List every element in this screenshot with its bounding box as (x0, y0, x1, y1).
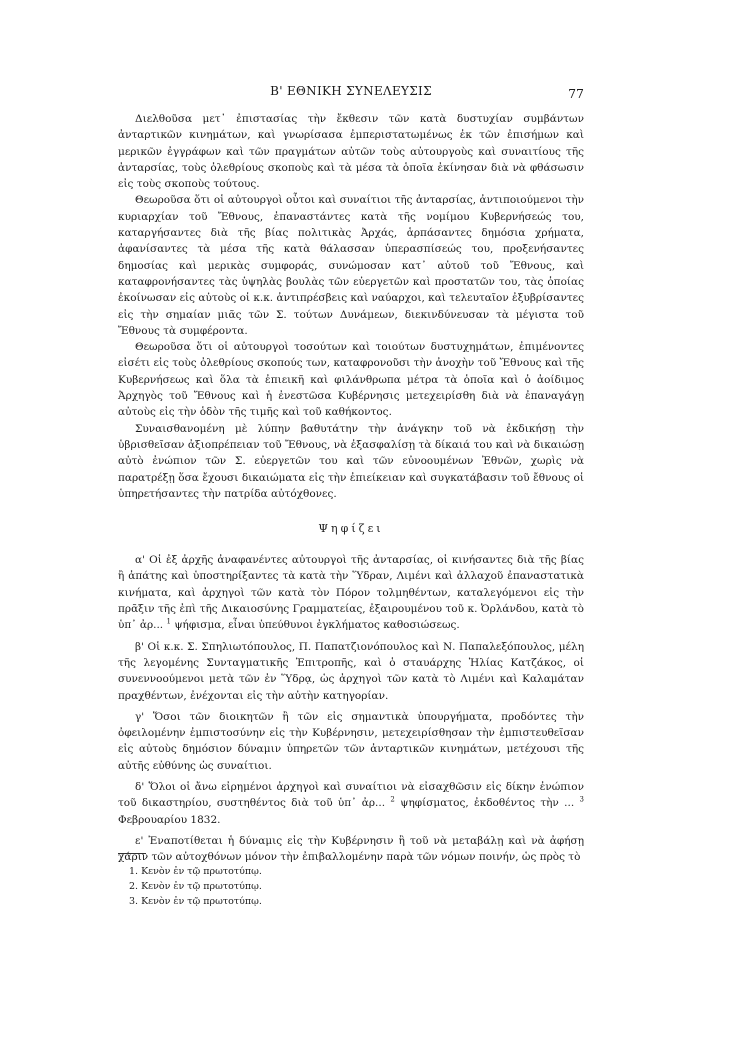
footnote-ref: 3 (579, 795, 584, 804)
preamble-paragraph: Θεωροῦσα ὅτι οἱ αὐτουργοὶ τοσούτων καὶ τοιούτων δυστυχημάτων, ἐπιμένοντες εἰσέτι εἰς τοὺς ὀλεθρίους σκοπούς των, καταφρονοῦσι τὴν ἀνοχὴν τοῦ Ἔθνους καὶ τῆς Κυβερνήσεως καὶ ὅλα τὰ ἐπιεικῆ καὶ φιλάνθρωπα μέτρα τὰ ὁποῖα καὶ ὁ ἀοίδιμος Ἀρχηγὸς τοῦ Ἔθνους καὶ ἡ ἐνεστῶσα Κυβέρνησις μετεχειρίσθη διὰ νὰ ἐπαναγάγῃ αὐτοὺς εἰς τὴν ὁδὸν τῆς τιμῆς καὶ τοῦ καθήκοντος. (118, 341, 584, 419)
footnote-1: 1. Κενὸν ἐν τῷ πρωτοτύπῳ. (129, 866, 262, 877)
article-delta (118, 779, 584, 828)
article-number: α' (135, 554, 145, 567)
preamble-paragraph: Συναισθανομένη μὲ λύπην βαθυτάτην τὴν ἀνάγκην τοῦ νὰ ἐκδικήσῃ τὴν ὑβρισθεῖσαν ἀξιοπρέπειαν τοῦ Ἔθνους, νὰ ἐξασφαλίσῃ τὰ δίκαιά του καὶ νὰ δικαιώσῃ αὐτὸ ἐνώπιον τῶν Σ. εὐεργετῶν του καὶ τῶν εὐνοουμένων Ἐθνῶν, χωρὶς νὰ παρατρέξῃ ὅσα ἔχουσι δικαιώματα εἰς τὴν ἐπιείκειαν καὶ συγκατάβασιν τοῦ ἔθνους οἱ ὑπηρετήσαντες τὴν πατρίδα αὐτόχθονες. (118, 422, 584, 500)
article-number: γ' (135, 710, 145, 723)
article-text: Οἱ ἐξ ἀρχῆς ἀναφανέντες αὐτουργοὶ τῆς ἀνταρσίας, οἱ κινήσαντες διὰ τῆς βίας ἢ ἀπάτης καὶ ὑποστηρίξαντες τὰ κατὰ τὴν Ὕδραν, Λιμένι καὶ ἀλλαχοῦ ἐπαναστατικὰ κινήματα, καὶ ἀρχηγοὶ τῶν κατὰ τὸν Πόρον τολμηθέντων, καταλεγόμενοι εἰς τὴν πρᾶξιν τῆς ἐπὶ τῆς Δικαιοσύνης Γραμματείας, ἐξαιρουμένου τοῦ κ. Ὀρλάνδου, κατὰ τὸ ὑπ᾽ ἀρ... (118, 554, 584, 632)
footnote-separator (118, 853, 146, 854)
footnote-3: 3. Κενὸν ἐν τῷ πρωτοτύπῳ. (129, 896, 262, 907)
article-text-continued: Φεβρουαρίου 1832. (118, 813, 221, 826)
article-number: β' (135, 640, 144, 653)
document-body (118, 111, 584, 865)
article-text: Ὅσοι τῶν διοικητῶν ἢ τῶν εἰς σημαντικὰ ὑπουργήματα, προδόντες τὴν ὀφειλομένην ἐμπιστοσύνην εἰς τὴν Κυβέρνησιν, μετεχειρίσθησαν τὴν ἐμπιστευθεῖσαν εἰς αὐτοὺς δημόσιον δύναμιν ὑπηρετῶν τῶν ἀνταρτικῶν κινημάτων, μετέχουσι τῆς αὐτῆς εὐθύνης ὡς συναίτιοι. (118, 710, 585, 772)
article-number: δ' (135, 780, 145, 793)
page-header (118, 84, 584, 104)
article-epsilon (118, 833, 584, 866)
page-number: 77 (568, 86, 584, 101)
footnote-ref: 2 (390, 795, 395, 804)
article-number: ε' (135, 834, 144, 847)
running-title: Β' ΕΘΝΙΚΗ ΣΥΝΕΛΕΥΣΙΣ (270, 84, 432, 98)
article-alpha (118, 552, 584, 633)
decree-heading: Ψηφίζει (318, 522, 384, 536)
article-text-middle: ψηφίσματος, ἐκδοθέντος τὴν ... (400, 797, 575, 810)
article-text-continued: ψήφισμα, εἶναι ὑπεύθυνοι ἐγκλήματος καθοσιώσεως. (174, 619, 460, 632)
footnotes (118, 864, 518, 909)
footnote-2: 2. Κενὸν ἐν τῷ πρωτοτύπῳ. (129, 881, 262, 892)
footnote-ref: 1 (166, 617, 171, 626)
article-gamma (118, 709, 584, 774)
preamble-paragraph: Θεωροῦσα ὅτι οἱ αὐτουργοὶ οὗτοι καὶ συναίτιοι τῆς ἀνταρσίας, ἀντιποιούμενοι τὴν κυριαρχίαν τοῦ Ἔθνους, ἐπαναστάντες κατὰ τῆς νομίμου Κυβερνήσεώς του, καταργήσαντες διὰ τῆς βίας πολιτικὰς Ἀρχάς, ἁρπάσαντες δημόσια χρήματα, ἀφανίσαντες τὰ μέσα τῆς κατὰ θάλασσαν ὑπερασπίσεώς του, προξενήσαντες δημοσίας καὶ μερικὰς συμφοράς, συνώμοσαν κατ᾽ αὐτοῦ τοῦ Ἔθνους, καὶ καταφρονήσαντες τὰς ὑψηλὰς βουλὰς τῶν εὐεργετῶν καὶ προστατῶν του, τὰς ὁποίας ἐκοίνωσαν εἰς αὐτοὺς οἱ κ.κ. ἀντιπρέσβεις καὶ ναύαρχοι, καὶ τελευταῖον ἐξυβρίσαντες εἰς τὴν σημαίαν μιᾶς τῶν Σ. τούτων Δυνάμεων, διεκινδύνευσαν τὰ μέγιστα τοῦ Ἔθνους τὰ συμφέροντα. (118, 194, 584, 337)
preamble-paragraph: Διελθοῦσα μετ᾽ ἐπιστασίας τὴν ἔκθεσιν τῶν κατὰ δυστυχίαν συμβάντων ἀνταρτικῶν κινημάτων, καὶ γνωρίσασα ἐμπεριστατωμένως ἐκ τῶν ἐπισήμων καὶ μερικῶν ἐγγράφων καὶ τῶν πραγμάτων αὐτῶν τοὺς αὐτουργοὺς καὶ συναιτίους τῆς ἀνταρσίας, τοὺς ὀλεθρίους σκοποὺς καὶ τὰ μέσα τὰ ὁποῖα ἐκίνησαν διὰ νὰ φθάσωσιν εἰς τοὺς σκοποὺς τούτους. (118, 113, 584, 191)
article-text: Ἐναποτίθεται ἡ δύναμις εἰς τὴν Κυβέρνησιν ἢ τοῦ νὰ μεταβάλῃ καὶ νὰ ἀφήσῃ χάριν τῶν αὐτοχθόνων μόνον τὴν ἐπιβαλλομένην παρὰ τῶν νόμων ποινήν, ὡς πρὸς τὸ (118, 834, 584, 864)
article-beta (118, 639, 584, 704)
article-text: Ὅλοι οἱ ἄνω εἰρημένοι ἀρχηγοὶ καὶ συναίτιοι νὰ εἰσαχθῶσιν εἰς δίκην ἐνώπιον τοῦ δικαστηρίου, συστηθέντος διὰ τοῦ ὑπ᾽ ἀρ... (118, 780, 585, 810)
article-text: Οἱ κ.κ. Σ. Σπηλιωτόπουλος, Π. Παπατζιονόπουλος καὶ Ν. Παπαλεξόπουλος, μέλη τῆς λεγομένης Συνταγματικῆς Ἐπιτροπῆς, καὶ ὁ σταυάρχης Ἠλίας Κατζάκος, οἱ συνεννοούμενοι μετὰ τῶν ἐν Ὕδρᾳ, ὡς ἀρχηγοὶ τῶν κατὰ τὸ Λιμένι καὶ Καλαμάταν πραχθέντων, ἐνέχονται εἰς τὴν αὐτὴν κατηγορίαν. (118, 640, 584, 702)
